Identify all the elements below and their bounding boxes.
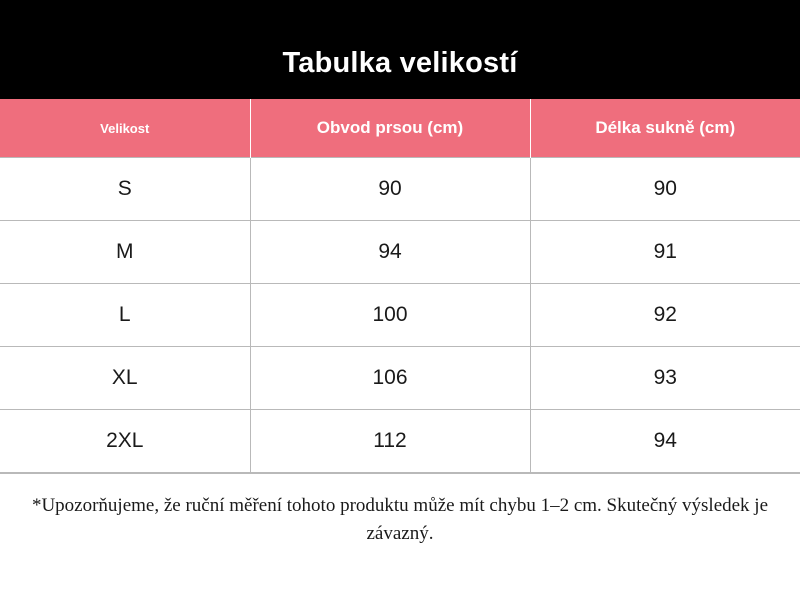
cell-skirt-length: 92 <box>530 284 800 347</box>
cell-bust: 112 <box>250 410 530 473</box>
cell-bust: 94 <box>250 221 530 284</box>
table-body <box>0 158 800 473</box>
cell-size: L <box>0 284 250 347</box>
cell-skirt-length: 90 <box>530 158 800 221</box>
header-cell-size: Velikost <box>0 99 250 158</box>
cell-size: M <box>0 221 250 284</box>
title-bar <box>0 27 800 99</box>
cell-bust: 90 <box>250 158 530 221</box>
table-row <box>0 158 800 221</box>
cell-skirt-length: 91 <box>530 221 800 284</box>
measurement-disclaimer: *Upozorňujeme, že ruční měření tohoto produktu může mít chybu 1–2 cm. Skutečný výsledek je závazný. <box>0 473 800 547</box>
cell-skirt-length: 94 <box>530 410 800 473</box>
cell-size: XL <box>0 347 250 410</box>
table-row <box>0 221 800 284</box>
table-header-row <box>0 99 800 158</box>
cell-bust: 106 <box>250 347 530 410</box>
header-cell-bust: Obvod prsou (cm) <box>250 99 530 158</box>
table-header-row-group <box>0 99 800 158</box>
table-row <box>0 284 800 347</box>
table-row <box>0 347 800 410</box>
cell-size: 2XL <box>0 410 250 473</box>
table-row <box>0 410 800 473</box>
page-title: Tabulka velikostí <box>282 46 518 79</box>
top-black-band <box>0 0 800 27</box>
header-cell-skirt-length: Délka sukně (cm) <box>530 99 800 158</box>
size-table <box>0 99 800 473</box>
cell-bust: 100 <box>250 284 530 347</box>
cell-size: S <box>0 158 250 221</box>
cell-skirt-length: 93 <box>530 347 800 410</box>
bottom-padding <box>0 547 800 557</box>
